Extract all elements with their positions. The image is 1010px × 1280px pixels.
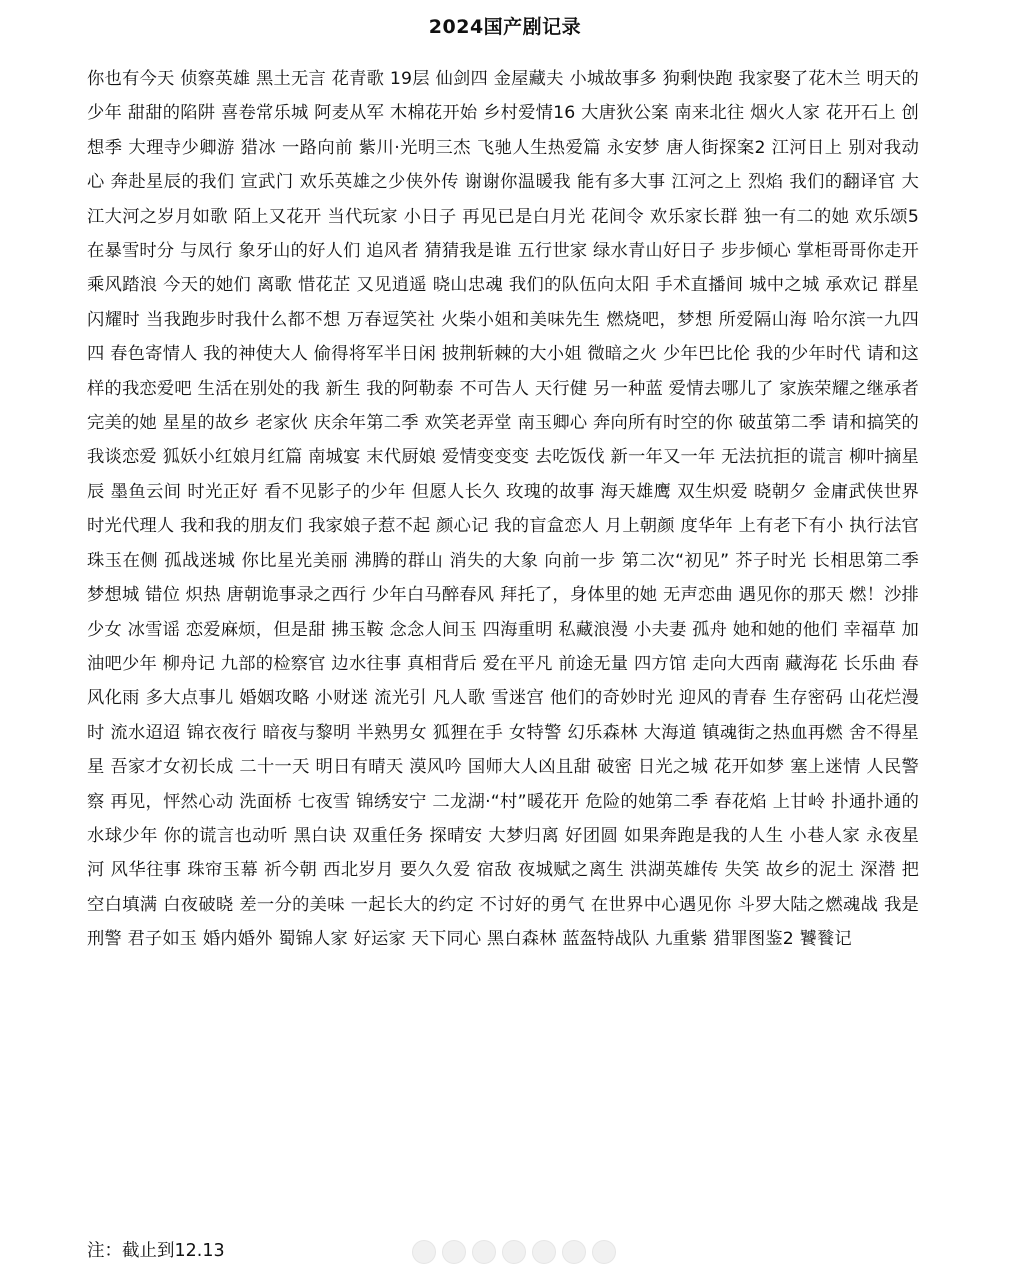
watermark	[412, 1240, 616, 1264]
cutoff-note: 注：截止到12.13	[87, 1241, 225, 1261]
watermark-circle-icon	[562, 1240, 586, 1264]
watermark-circle-icon	[472, 1240, 496, 1264]
watermark-circle-icon	[592, 1240, 616, 1264]
watermark-circle-icon	[532, 1240, 556, 1264]
document-title: 2024国产剧记录	[428, 16, 582, 38]
watermark-circle-icon	[502, 1240, 526, 1264]
drama-list-paragraph: 你也有今天 侦察英雄 黑土无言 花青歌 19层 仙剑四 金屋藏夫 小城故事多 狗剩快跑 我家娶了花木兰 明天的少年 甜甜的陷阱 喜卷常乐城 阿麦从军 木棉花开始 乡村爱情16 大唐狄公案 南来北往 烟火人家 花开石上 创想季 大理寺少卿游 猎冰 一路向前 紫川·光明三杰 飞驰人生热爱篇 永安梦 唐人街探案2 江河日上 别对我动心 奔赴星辰的我们 宣武门 欢乐英雄之少侠外传 谢谢你温暖我 能有多大事 江河之上 烈焰 我们的翻译官 大江大河之岁月如歌 陌上又花开 当代玩家 小日子 再见已是白月光 花间令 欢乐家长群 独一有二的她 欢乐颂5 在暴雪时分 与凤行 象牙山的好人们 追风者 猜猜我是谁 五行世家 绿水青山好日子 步步倾心 掌柜哥哥你走开 乘风踏浪 今天的她们 离歌 惜花芷 又见逍遥 晓山忠魂 我们的队伍向太阳 手术直播间 城中之城 承欢记 群星闪耀时 当我跑步时我什么都不想 万春逗笑社 火柴小姐和美味先生 燃烧吧，梦想 所爱隔山海 哈尔滨一九四四 春色寄情人 我的神使大人 偷得将军半日闲 披荆斩棘的大小姐 微暗之火 少年巴比伦 我的少年时代 请和这样的我恋爱吧 生活在别处的我 新生 我的阿勒泰 不可告人 天行健 另一种蓝 爱情去哪儿了 家族荣耀之继承者 完美的她 星星的故乡 老家伙 庆余年第二季 欢笑老弄堂 南玉卿心 奔向所有时空的你 破茧第二季 请和搞笑的我谈恋爱 狐妖小红娘月红篇 南城宴 末代厨娘 爱情变变变 去吃饭伐 新一年又一年 无法抗拒的谎言 柳叶摘星辰 墨鱼云间 时光正好 看不见影子的少年 但愿人长久 玫瑰的故事 海天雄鹰 双生炽爱 晓朝夕 金庸武侠世界 时光代理人 我和我的朋友们 我家娘子惹不起 颜心记 我的盲盒恋人 月上朝颜 度华年 上有老下有小 执行法官 珠玉在侧 孤战迷城 你比星光美丽 沸腾的群山 消失的大象 向前一步 第二次“初见” 芥子时光 长相思第二季 梦想城 错位 炽热 唐朝诡事录之西行 少年白马醉春风 拜托了，身体里的她 无声恋曲 遇见你的那天 燃！沙排少女 冰雪谣 恋爱麻烦，但是甜 拂玉鞍 念念人间玉 四海重明 私藏浪漫 小夫妻 孤舟 她和她的他们 幸福草 加油吧少年 柳舟记 九部的检察官 边水往事 真相背后 爱在平凡 前途无量 四方馆 走向大西南 藏海花 长乐曲 春风化雨 多大点事儿 婚姻攻略 小财迷 流光引 凡人歌 雪迷宫 他们的奇妙时光 迎风的青春 生存密码 山花烂漫时 流水迢迢 锦衣夜行 暗夜与黎明 半熟男女 狐狸在手 女特警 幻乐森林 大海道 镇魂街之热血再燃 舍不得星星 吾家才女初长成 二十一天 明日有晴天 漠风吟 国师大人凶且甜 破密 日光之城 花开如梦 塞上迷情 人民警察 再见，怦然心动 洗面桥 七夜雪 锦绣安宁 二龙湖·“村”暖花开 危险的她第二季 春花焰 上甘岭 扑通扑通的水球少年 你的谎言也动听 黑白诀 双重任务 探晴安 大梦归离 好团圆 如果奔跑是我的人生 小巷人家 永夜星河 风华往事 珠帘玉幕 祈今朝 西北岁月 要久久爱 宿敌 夜城赋之离生 洪湖英雄传 失笑 故乡的泥土 深潜 把空白填满 白夜破晓 差一分的美味 一起长大的约定 不讨好的勇气 在世界中心遇见你 斗罗大陆之燃魂战 我是刑警 君子如玉 婚内婚外 蜀锦人家 好运家 天下同心 黑白森林 蓝盔特战队 九重紫 猎罪图鉴2 饕餮记	[87, 69, 919, 950]
watermark-circle-icon	[412, 1240, 436, 1264]
watermark-circle-icon	[442, 1240, 466, 1264]
